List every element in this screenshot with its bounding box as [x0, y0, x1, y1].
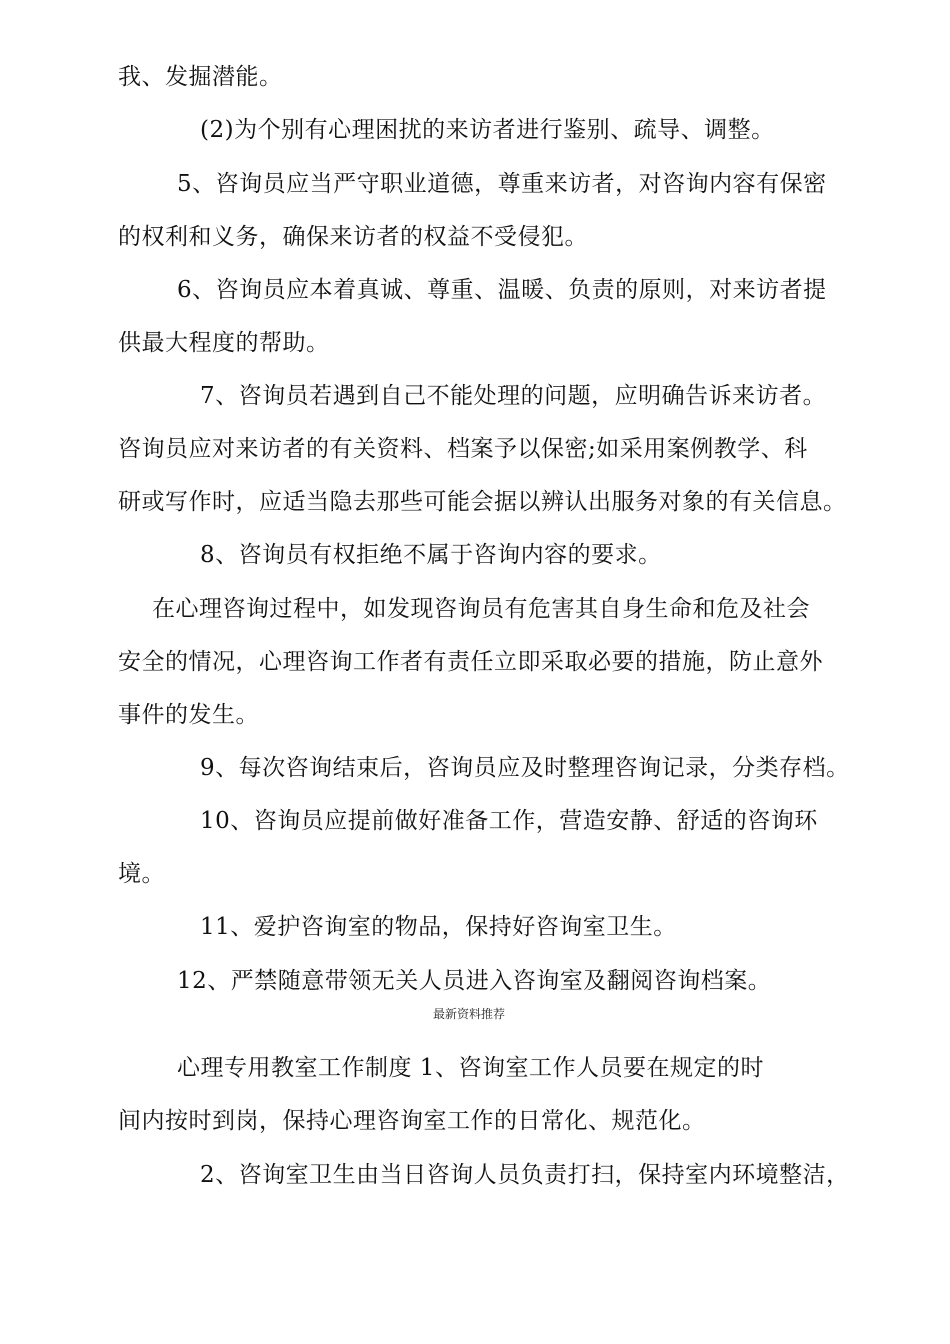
text-line: 的权利和义务，确保来访者的权益不受侵犯。	[118, 224, 588, 250]
text-line: 8、咨询员有权拒绝不属于咨询内容的要求。	[200, 542, 662, 568]
text-line: 12、严禁随意带领无关人员进入咨询室及翻阅咨询档案。	[177, 968, 772, 994]
text-line: 7、咨询员若遇到自己不能处理的问题，应明确告诉来访者。	[200, 383, 827, 409]
text-line: 我、发掘潜能。	[118, 64, 283, 90]
text-line: 9、每次咨询结束后，咨询员应及时整理咨询记录，分类存档。	[200, 755, 850, 781]
text-line: 10、咨询员应提前做好准备工作，营造安静、舒适的咨询环	[200, 808, 818, 834]
text-line: 2、咨询室卫生由当日咨询人员负责打扫，保持室内环境整洁，	[200, 1162, 850, 1188]
recommend-label: 最新资料推荐	[433, 1007, 506, 1021]
text-line: 供最大程度的帮助。	[118, 330, 330, 356]
text-line: 境。	[118, 861, 165, 887]
text-line: 在心理咨询过程中，如发现咨询员有危害其自身生命和危及社会	[152, 596, 810, 622]
text-line: 研或写作时，应适当隐去那些可能会据以辨认出服务对象的有关信息。	[118, 489, 847, 515]
text-line: 心理专用教室工作制度 1、咨询室工作人员要在规定的时	[177, 1055, 764, 1081]
text-line: 间内按时到岗，保持心理咨询室工作的日常化、规范化。	[118, 1108, 706, 1134]
text-line: 事件的发生。	[118, 702, 259, 728]
text-line: 安全的情况，心理咨询工作者有责任立即采取必要的措施，防止意外	[118, 649, 823, 675]
text-line: 咨询员应对来访者的有关资料、档案予以保密;如采用案例教学、科	[118, 436, 808, 462]
text-line: 11、爱护咨询室的物品，保持好咨询室卫生。	[200, 914, 677, 940]
text-line: (2)为个别有心理困扰的来访者进行鉴别、疏导、调整。	[200, 117, 775, 143]
text-line: 6、咨询员应本着真诚、尊重、温暖、负责的原则，对来访者提	[177, 277, 827, 303]
text-line: 5、咨询员应当严守职业道德，尊重来访者，对咨询内容有保密	[177, 171, 827, 197]
